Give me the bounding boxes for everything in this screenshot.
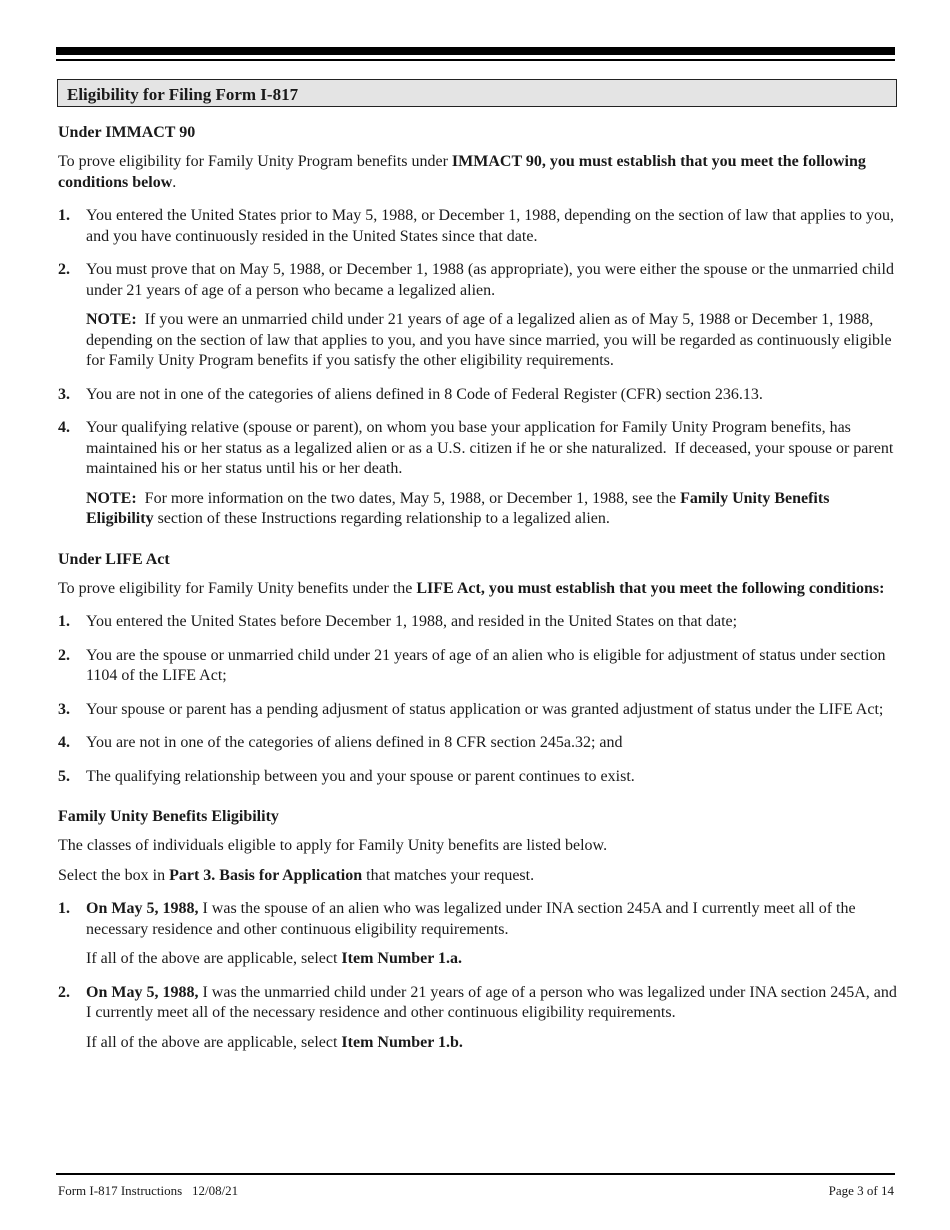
benefits-p2: Select the box in Part 3. Basis for Application that matches your request.	[58, 866, 535, 884]
life-item-5: 5. The qualifying relationship between you and your spouse or parent continues to exist.	[58, 767, 635, 785]
benefits-heading: Family Unity Benefits Eligibility	[58, 808, 279, 825]
immact-heading: Under IMMACT 90	[58, 124, 196, 141]
footer-rule	[56, 1173, 895, 1175]
benefits-select-1: If all of the above are applicable, select Item Number 1.a.	[86, 950, 462, 967]
immact-item-1: 1. You entered the United States prior to May 5, 1988, or December 1, 1988, depending on the section of law that applies to you, and you have continuously resided in the United States since that date.	[58, 207, 894, 245]
top-rule-thin	[56, 59, 895, 61]
life-heading: Under LIFE Act	[58, 550, 170, 568]
immact-note-2: NOTE: For more information on the two dates, May 5, 1988, or December 1, 1988, see the Family Unity Benefits Eligibility section of these Instructions regarding relationship to a legalized alien.	[86, 489, 830, 527]
section-title: Eligibility for Filing Form I-817	[67, 85, 299, 104]
benefits-p1: The classes of individuals eligible to apply for Family Unity benefits are listed below.	[58, 837, 608, 854]
footer-page-number: Page 3 of 14	[828, 1183, 894, 1198]
benefits-item-1: 1. On May 5, 1988, I was the spouse of an alien who was legalized under INA section 245A and I currently meet all of the necessary residence and other continuous eligibility requirements. If all of the above are applicable, select Item Number 1.a.	[58, 899, 897, 970]
footer-form-info: Form I-817 Instructions 12/08/21	[58, 1183, 239, 1198]
section-header	[57, 79, 897, 107]
immact-intro: To prove eligibility for Family Unity Program benefits under IMMACT 90, you must establish that you meet the following conditions below.	[58, 153, 866, 191]
life-item-3: 3. Your spouse or parent has a pending adjusment of status application or was granted adjustment of status under the LIFE Act;	[58, 700, 884, 718]
immact-item-2: 2. You must prove that on May 5, 1988, or December 1, 1988 (as appropriate), you were either the spouse or the unmarried child under 21 years of age of a person who became a legalized alien. NOTE: If you were an unmarried child under 21 years of age of a legalized alien as of May 5, 1988 or December 1, 1988, depending on the section of law that applies to you, and you have since married, you will be regarded as continuously eligible for Family Unity Program benefits if you satisfy the other eligibility requirements.	[58, 260, 897, 372]
life-item-4: 4. You are not in one of the categories of aliens defined in 8 CFR section 245a.32; and	[58, 734, 623, 751]
benefits-select-2: If all of the above are applicable, select Item Number 1.b.	[86, 1033, 463, 1051]
immact-item-3: 3. You are not in one of the categories of aliens defined in 8 Code of Federal Register (CFR) section 236.13.	[58, 385, 763, 403]
life-intro: To prove eligibility for Family Unity benefits under the LIFE Act, you must establish that you meet the following conditions:	[58, 579, 885, 597]
page-content	[58, 79, 897, 1066]
immact-note-1: NOTE: If you were an unmarried child under 21 years of age of a legalized alien as of May 5, 1988 or December 1, 1988, depending on the section of law that applies to you, and you have since married, you will be regarded as continuously eligible for Family Unity Program benefits if you satisfy the other eligibility requirements.	[86, 311, 896, 369]
top-rule-thick	[56, 47, 895, 55]
life-item-2: 2. You are the spouse or unmarried child under 21 years of age of an alien who is eligible for adjustment of status under section 1104 of the LIFE Act;	[58, 646, 886, 684]
benefits-item-2: 2. On May 5, 1988, I was the unmarried child under 21 years of age of a person who was legalized under INA section 245A, and I currently meet all of the necessary residence and other continuous eligibility requirements. If all of the above are applicable, select Item Number 1.b.	[58, 983, 897, 1054]
life-item-1: 1. You entered the United States before December 1, 1988, and resided in the United States on that date;	[58, 613, 738, 630]
immact-item-4: 4. Your qualifying relative (spouse or parent), on whom you base your application for Family Unity Program benefits, has maintained his or her status as a legalized alien or as a U.S. citizen if he or she naturalized. If deceased, your spouse or parent maintained his or her status until his or her death. NOTE: For more information on the two dates, May 5, 1988, or December 1, 1988, see the Family Unity Benefits Eligibility section of these Instructions regarding relationship to a legalized alien.	[58, 418, 897, 530]
